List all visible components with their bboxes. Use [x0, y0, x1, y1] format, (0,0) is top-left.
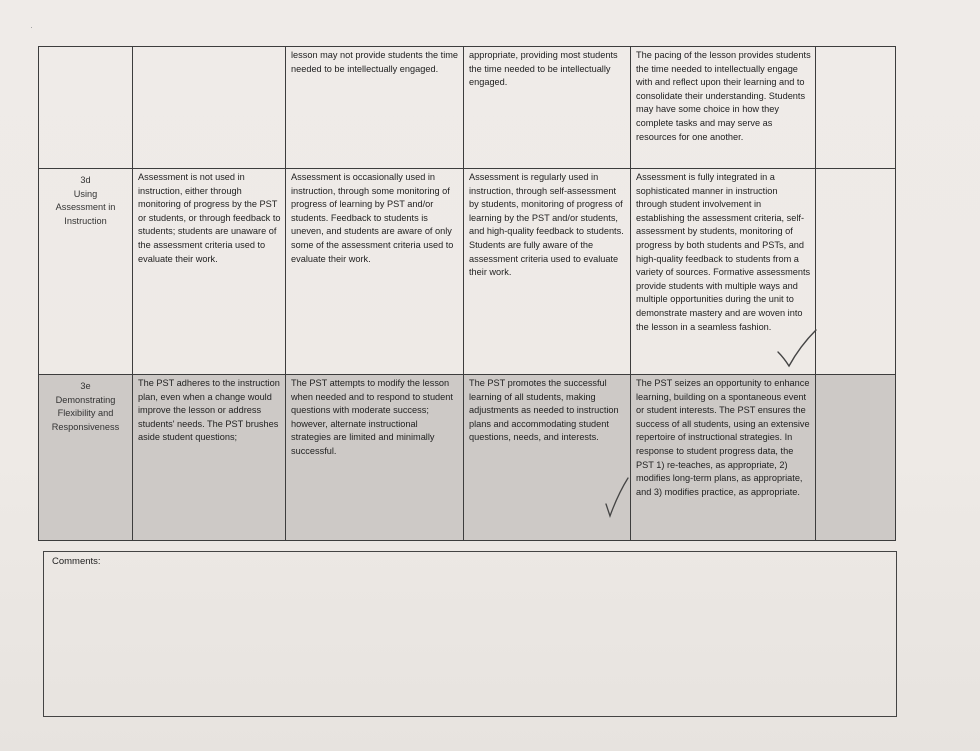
score-cell	[816, 169, 896, 375]
comments-box[interactable]	[43, 551, 897, 717]
component-cell-3e	[39, 375, 133, 541]
score-cell	[816, 375, 896, 541]
component-title-line: Using	[73, 188, 98, 199]
scan-speck: ·	[30, 22, 33, 32]
component-cell-3d	[39, 169, 133, 375]
component-title-line: Flexibility and	[57, 408, 114, 419]
component-title-line: Instruction	[64, 215, 107, 226]
proficient-cell: Assessment is regularly used in instruction, through self-assessment by students, monitoring of progress of learning by the PST and/or students, and high-quality feedback to students. Students are fully aware of the assessment criteria used to evaluate their work.	[464, 169, 631, 375]
comments-label: Comments:	[52, 556, 101, 567]
component-title-line: Responsiveness	[51, 421, 120, 432]
distinguished-cell: Assessment is fully integrated in a sophisticated manner in instruction through student involvement in establishing the assessment criteria, self-assessment by students, monitoring of progress by both students and PSTs, and high-quality feedback to students from a variety of sources. Formative assessments provide students with multiple ways and multiple opportunities during the unit to demonstrate mastery and are woven into the lesson in a seamless fashion.	[631, 169, 816, 375]
rubric-row-pacing	[39, 47, 896, 169]
basic-cell: lesson may not provide students the time needed to be intellectually engaged.	[286, 47, 464, 169]
component-title-line: Demonstrating	[55, 394, 116, 405]
component-code: 3e	[80, 381, 91, 391]
unsatisfactory-cell	[133, 47, 286, 169]
rubric-row-3d	[39, 169, 896, 375]
distinguished-cell: The PST seizes an opportunity to enhance learning, building on a spontaneous event or student interests. The PST ensures the success of all students, using an extensive repertoire of instructional strategies. In response to student progress data, the PST 1) re-teaches, as appropriate, 2) modifies long-term plans, as appropriate, and 3) modifies practice, as appropriate.	[631, 375, 816, 541]
unsatisfactory-cell: The PST adheres to the instruction plan, even when a change would improve the lesson or address students' needs. The PST brushes aside student questions;	[133, 375, 286, 541]
rubric-row-3e	[39, 375, 896, 541]
basic-cell: The PST attempts to modify the lesson when needed and to respond to student questions with moderate success; however, alternate instructional strategies are limited and minimally successful.	[286, 375, 464, 541]
basic-cell: Assessment is occasionally used in instruction, through some monitoring of progress of learning by PST and/or students. Feedback to students is uneven, and students are aware of only some of the assessment criteria used to evaluate their work.	[286, 169, 464, 375]
proficient-cell: The PST promotes the successful learning of all students, making adjustments as needed to instruction plans and accommodating student questions, needs, and interests.	[464, 375, 631, 541]
unsatisfactory-cell: Assessment is not used in instruction, either through monitoring of progress by the PST or students, or through feedback to students; students are unaware of the assessment criteria used to evaluate their work.	[133, 169, 286, 375]
component-code: 3d	[80, 175, 91, 185]
proficient-cell: appropriate, providing most students the time needed to be intellectually engaged.	[464, 47, 631, 169]
rubric-table	[38, 46, 896, 541]
score-cell	[816, 47, 896, 169]
component-cell	[39, 47, 133, 169]
distinguished-cell: The pacing of the lesson provides students the time needed to intellectually engage with and reflect upon their learning and to consolidate their understanding. Students may have some choice in how they complete tasks and may serve as resources for one another.	[631, 47, 816, 169]
component-title-line: Assessment in	[55, 202, 116, 213]
